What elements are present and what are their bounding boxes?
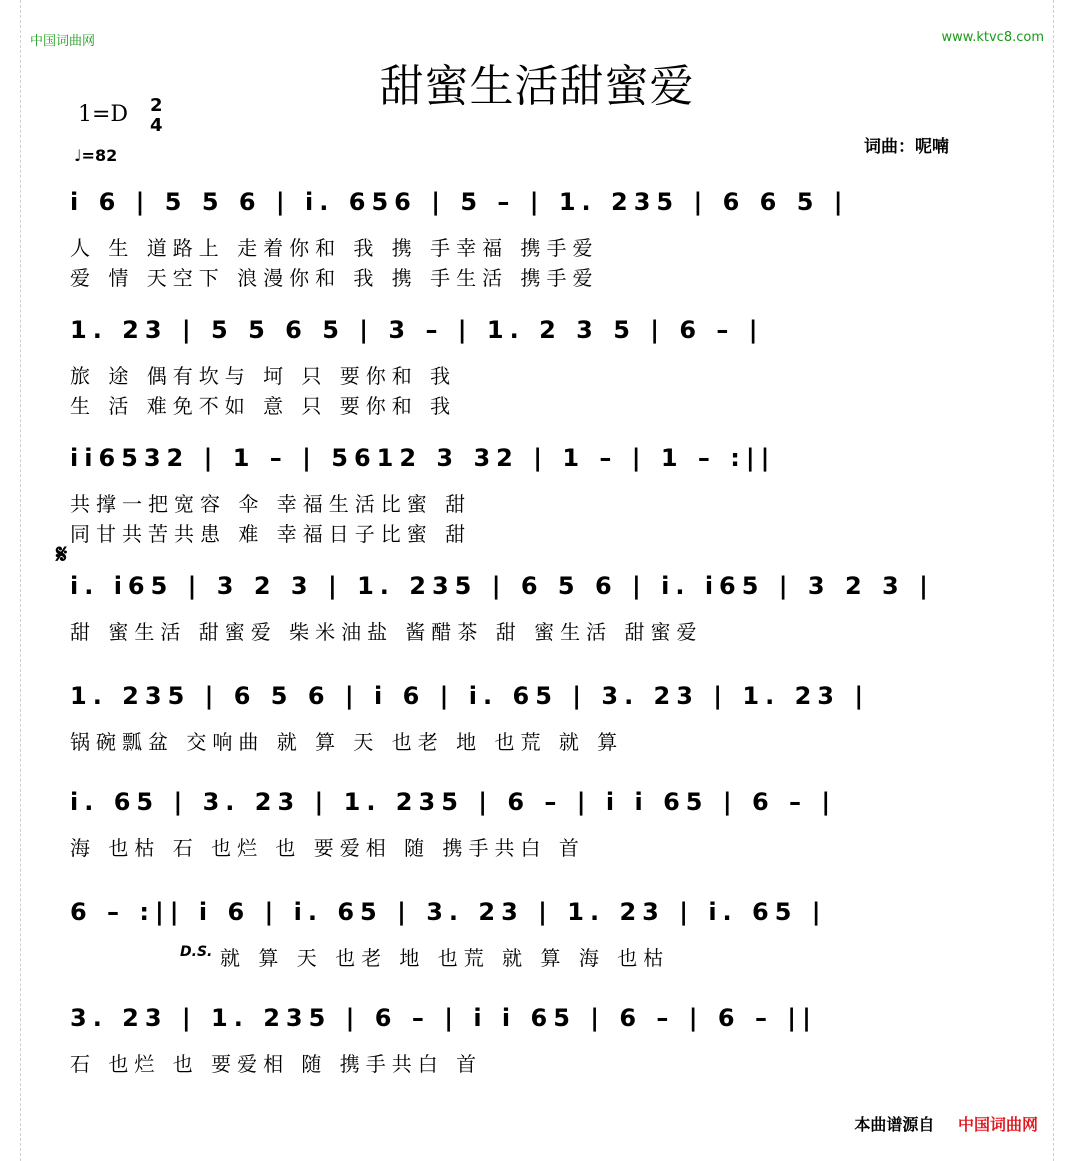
footer <box>854 1112 1038 1135</box>
site-name-left[interactable]: 中国词曲网 <box>30 34 96 49</box>
segno-sign: 𝄋 <box>56 540 68 570</box>
left-margin-watermark <box>0 0 21 1161</box>
score-row <box>70 566 1010 686</box>
ds-marking: D.S. <box>180 944 213 960</box>
lyric-line: 锅碗瓢盆 交响曲 就 算 天 也老 地 也荒 就 算 <box>70 730 624 754</box>
score-row <box>70 782 1010 902</box>
notation-line: 1. 23 | 5 5 6 5 | 3 – | 1. 2 3 5 | 6 – | <box>70 316 764 344</box>
score-row <box>70 892 1010 1012</box>
lyric-line: 就 算 天 也老 地 也荒 就 算 海 也枯 <box>220 946 670 970</box>
lyric-line: 海 也枯 石 也烂 也 要爱相 随 携手共白 首 <box>70 836 585 860</box>
lyric-line: 石 也烂 也 要爱相 随 携手共白 首 <box>70 1052 483 1076</box>
time-signature <box>150 96 163 136</box>
lyric-line: 甜 蜜生活 甜蜜爱 柴米油盐 酱醋茶 甜 蜜生活 甜蜜爱 <box>70 620 703 644</box>
tempo-marking: ♩=82 <box>74 146 118 165</box>
score-row <box>70 182 1010 302</box>
footer-label: 本曲谱源自 <box>854 1115 935 1134</box>
credit-line: 词曲：呢喃 <box>864 137 949 157</box>
right-margin-watermark <box>1053 0 1074 1161</box>
notation-line: 3. 23 | 1. 235 | 6 – | i i 65 | 6 – | 6 – || <box>70 1004 817 1032</box>
lyric-line: 爱 情 天空下 浪漫你和 我 携 手生活 携手爱 <box>70 266 599 290</box>
footer-brand[interactable]: 中国词曲网 <box>957 1115 1038 1134</box>
time-bottom: 4 <box>150 115 163 136</box>
time-top: 2 <box>150 95 163 116</box>
notation-line: 6 – :|| i 6 | i. 65 | 3. 23 | 1. 23 | i. 65 | <box>70 898 827 926</box>
notation-line: 1. 235 | 6 5 6 | i 6 | i. 65 | 3. 23 | 1. 23 | <box>70 682 870 710</box>
score-row <box>70 676 1010 796</box>
notation-line: i. 65 | 3. 23 | 1. 235 | 6 – | i i 65 | 6 – | <box>70 788 837 816</box>
lyric-line: 生 活 难免不如 意 只 要你和 我 <box>70 394 457 418</box>
key-signature: 1=D <box>78 102 129 127</box>
notation-line: i. i65 | 3 2 3 | 1. 235 | 6 5 6 | i. i65 | 3 2 3 | <box>70 572 934 600</box>
lyric-line: 同甘共苦共患 难 幸福日子比蜜 甜 <box>70 522 472 546</box>
song-title: 甜蜜生活甜蜜爱 <box>379 61 695 112</box>
notation-line: i 6 | 5 5 6 | i. 656 | 5 – | 1. 235 | 6 6 5 | <box>70 188 849 216</box>
score-row <box>70 438 1010 558</box>
lyric-line: 旅 途 偶有坎与 坷 只 要你和 我 <box>70 364 457 388</box>
score-row <box>70 998 1010 1118</box>
notation-line: ii6532 | 1 – | 5612 3 32 | 1 – | 1 – :|| <box>70 444 776 472</box>
score-row <box>70 310 1010 430</box>
lyric-line: 共撑一把宽容 伞 幸福生活比蜜 甜 <box>70 492 472 516</box>
lyric-line: 人 生 道路上 走着你和 我 携 手幸福 携手爱 <box>70 236 599 260</box>
site-url-right[interactable]: www.ktvc8.com <box>941 30 1044 45</box>
